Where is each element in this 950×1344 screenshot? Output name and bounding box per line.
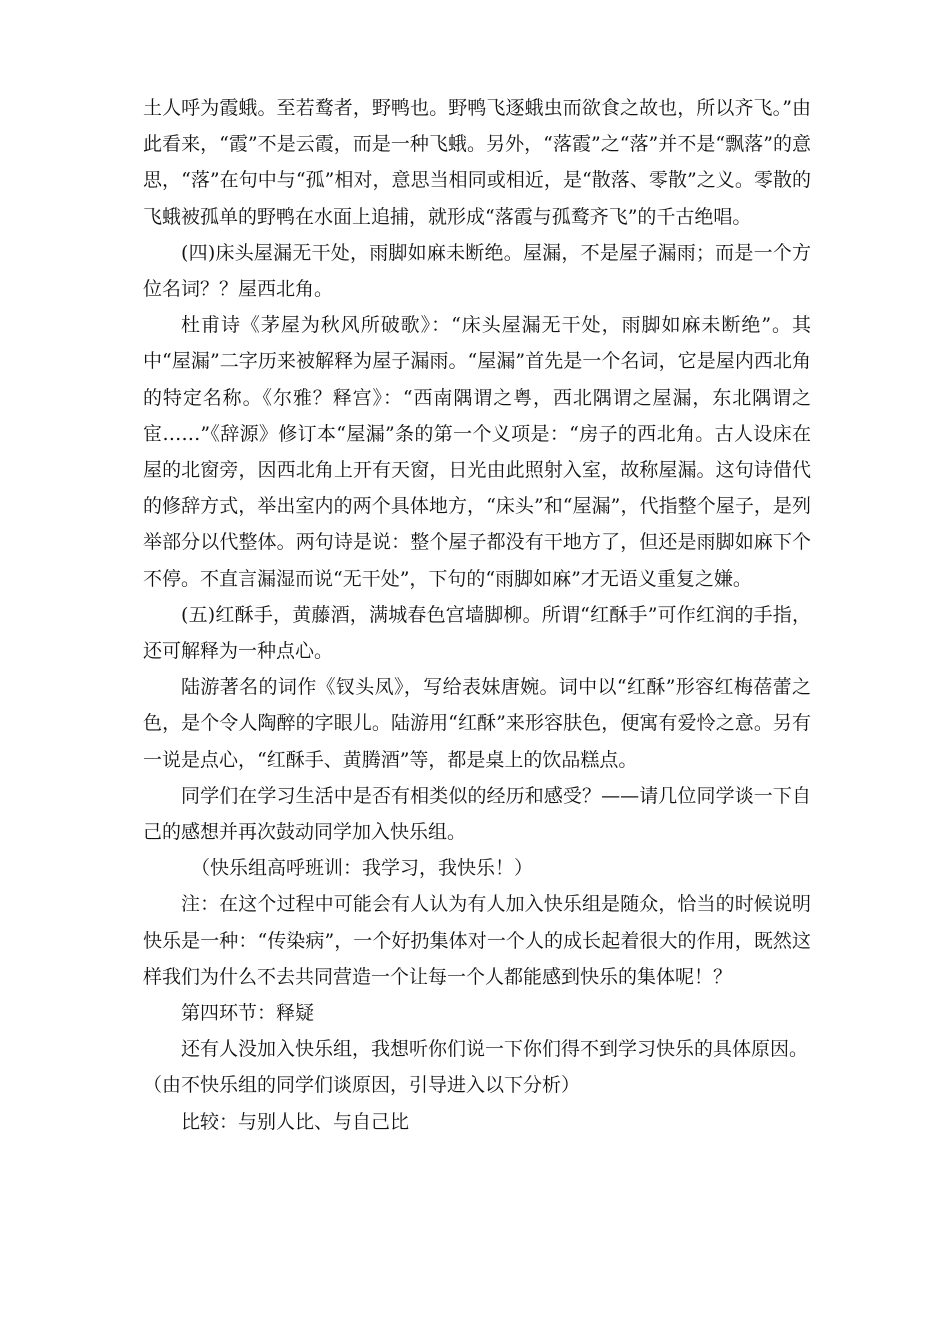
section-heading-step-four: 第四环节：释疑: [181, 1002, 315, 1025]
paragraph-wulou-explanation: 杜甫诗《茅屋为秋风所破歌》：“床头屋漏无干处，雨脚如麻未断绝”。其中“屋漏”二字历来被解释为屋子漏雨。“屋漏”首先是一个名词，它是屋内西北角的特定名称。《尔雅？释宫》：“西南隅谓之粤，西北隅谓之屋漏，东北隅谓之宦……”《辞源》修订本“屋漏”条的第一个义项是：“房子的西北角。古人设床在屋的北窗旁，因西北角上开有天窗，日光由此照射入室，故称屋漏。这句诗借代的修辞方式，举出室内的两个具体地方，“床头”和“屋漏”，代指整个屋子，是列举部分以代整体。两句诗是说：整个屋子都没有干地方了，但还是雨脚如麻下个不停。不直言漏湿而说“无干处”，下句的“雨脚如麻”才无语义重复之嫌。: [143, 314, 811, 590]
paragraph-guided-analysis: （由不快乐组的同学们谈原因，引导进入以下分析）: [143, 1074, 581, 1097]
paragraph-comparison: 比较：与别人比、与自己比: [181, 1110, 410, 1133]
paragraph-student-discussion: 同学们在学习生活中是否有相类似的经历和感受？——请几位同学谈一下自己的感想并再次鼓动同学加入快乐组。: [143, 784, 811, 844]
paragraph-note: 注：在这个过程中可能会有人认为有人加入快乐组是随众，恰当的时候说明快乐是一种：“传染病”，一个好扔集体对一个人的成长起着很大的作用，既然这样我们为什么不去共同营造一个让每一个人都能感到快乐的集体呢！？: [143, 893, 811, 988]
paragraph-unhappy-reasons: 还有人没加入快乐组，我想听你们说一下你们得不到学习快乐的具体原因。: [181, 1038, 809, 1061]
paragraph-class-motto: （快乐组高呼班训：我学习，我快乐！）: [191, 857, 534, 880]
document-body: [143, 90, 811, 1140]
paragraph-wulou-heading: (四)床头屋漏无干处，雨脚如麻未断绝。屋漏，不是屋子漏雨；而是一个方位名词？？屋西北角。: [143, 241, 811, 301]
paragraph-hongsushou-heading: (五)红酥手，黄藤酒，满城春色宫墙脚柳。所谓“红酥手”可作红润的手指，还可解释为一种点心。: [143, 603, 811, 663]
paragraph-luoxia-explanation: 土人呼为霞蛾。至若鹜者，野鸭也。野鸭飞逐蛾虫而欲食之故也，所以齐飞。”由此看来，“霞”不是云霞，而是一种飞蛾。另外，“落霞”之“落”并不是“飘落”的意思，“落”在句中与“孤”相对，意思当相同或相近，是“散落、零散”之义。零散的飞蛾被孤单的野鸭在水面上追捕，就形成“落霞与孤鹜齐飞”的千古绝唱。: [143, 97, 811, 228]
paragraph-hongsushou-explanation: 陆游著名的词作《钗头凤》，写给表妹唐婉。词中以“红酥”形容红梅蓓蕾之色，是个令人陶醉的字眼儿。陆游用“红酥”来形容肤色，便寓有爱怜之意。另有一说是点心，“红酥手、黄腾酒”等，都是桌上的饮品糕点。: [143, 676, 811, 771]
